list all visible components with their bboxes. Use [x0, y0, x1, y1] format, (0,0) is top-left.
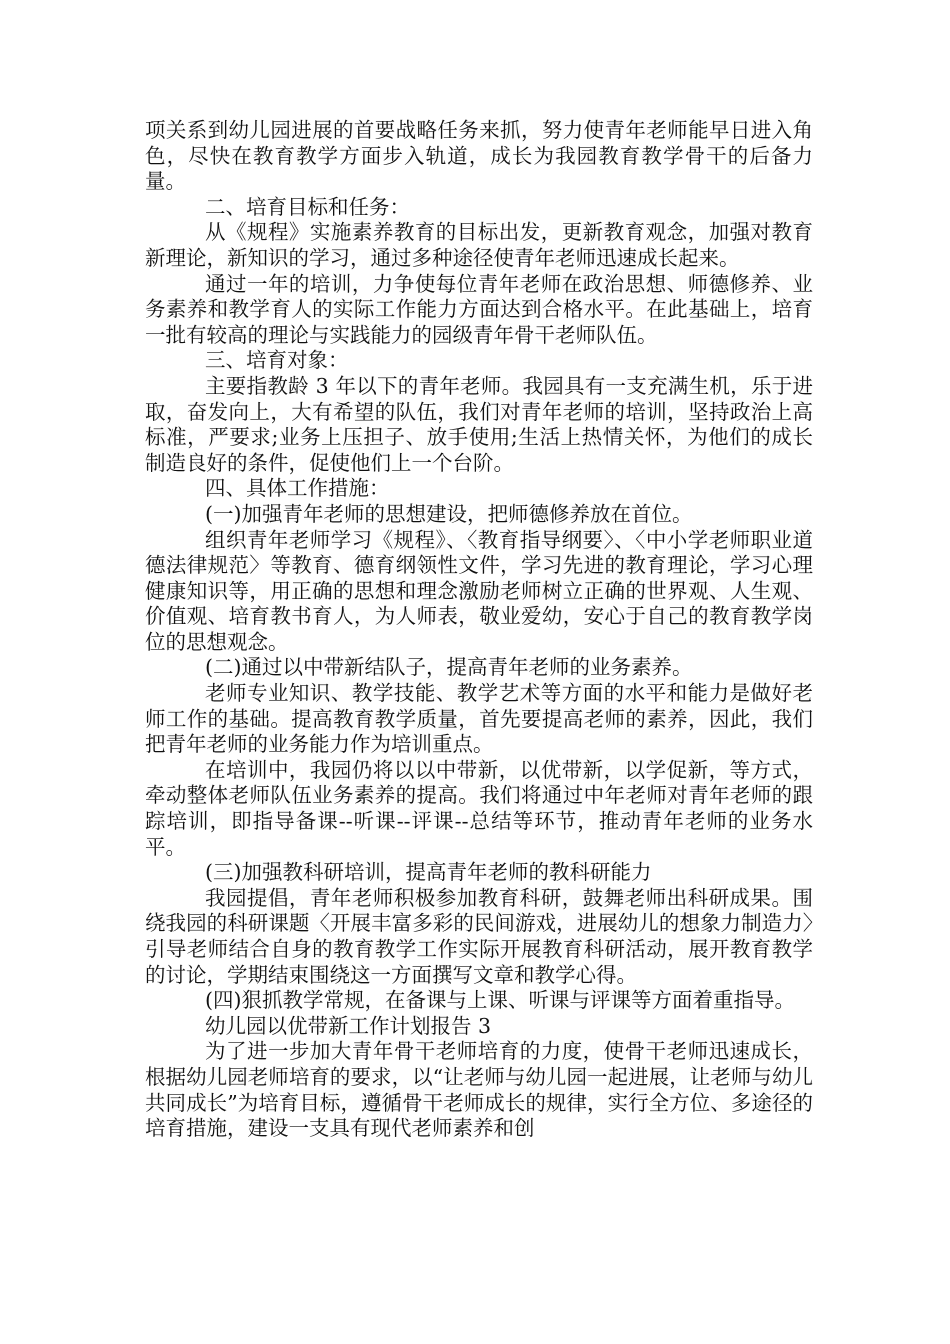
paragraph-goals-2: 通过一年的培训，力争使每位青年老师在政治思想、师德修养、业务素养和教学育人的实际工作能力方面达到合格水平。在此基础上，培育一批有较高的理论与实践能力的园级青年骨干老师队伍。: [145, 271, 813, 347]
section-heading-measures: 四、具体工作措施：: [205, 476, 390, 501]
subheading-measure-1: (一)加强青年老师的思想建设，把师德修养放在首位。: [205, 501, 693, 526]
paragraph-measure-3: 我园提倡，青年老师积极参加教育科研，鼓舞老师出科研成果。围绕我园的科研课题〈开展丰富多彩的民间游戏，进展幼儿的想象力制造力〉引导老师结合自身的教育教学工作实际开展教育科研活动，展开教育教学的讨论，学期结束围绕这一方面撰写文章和教学心得。: [145, 885, 813, 987]
section-heading-goals: 二、培育目标和任务：: [205, 194, 410, 219]
document-body: [145, 118, 813, 1142]
report-title-3: 幼儿园以优带新工作计划报告 3: [205, 1013, 492, 1038]
paragraph-intro-continued: 项关系到幼儿园进展的首要战略任务来抓，努力使青年老师能早日进入角色，尽快在教育教学方面步入轨道，成长为我园教育教学骨干的后备力量。: [145, 118, 813, 194]
subheading-measure-4: (四)狠抓教学常规，在备课与上课、听课与评课等方面着重指导。: [205, 988, 795, 1013]
paragraph-goals-1: 从《规程》实施素养教育的目标出发，更新教育观念，加强对教育新理论，新知识的学习，通过多种途径使青年老师迅速成长起来。: [145, 220, 813, 270]
paragraph-measure-2b: 在培训中，我园仍将以以中带新，以优带新，以学促新，等方式，牵动整体老师队伍业务素养的提高。我们将通过中年老师对青年老师的跟踪培训，即指导备课--听课--评课--总结等环节，推动青年老师的业务水平。: [145, 757, 813, 859]
subheading-measure-3: (三)加强教科研培训，提高青年老师的教科研能力: [205, 860, 652, 885]
section-heading-targets: 三、培育对象：: [205, 348, 349, 373]
paragraph-measure-1: 组织青年老师学习《规程》、〈教育指导纲要〉、〈中小学老师职业道德法律规范〉等教育、德育纲领性文件，学习先进的教育理论，学习心理健康知识等，用正确的思想和理念激励老师树立正确的世界观、人生观、价值观、培育教书育人，为人师表，敬业爱幼，安心于自己的教育教学岗位的思想观念。: [145, 527, 813, 654]
subheading-measure-2: (二)通过以中带新结队子，提高青年老师的业务素养。: [205, 655, 693, 680]
paragraph-targets: 主要指教龄 3 年以下的青年老师。我园具有一支充满生机，乐于进取，奋发向上，大有希望的队伍，我们对青年老师的培训，坚持政治上高标准，严要求;业务上压担子、放手使用;生活上热情关怀，为他们的成长制造良好的条件，促使他们上一个台阶。: [145, 373, 813, 475]
paragraph-measure-2a: 老师专业知识、教学技能、教学艺术等方面的水平和能力是做好老师工作的基础。提高教育教学质量，首先要提高老师的素养，因此，我们把青年老师的业务能力作为培训重点。: [145, 681, 813, 757]
paragraph-report-3-intro: 为了进一步加大青年骨干老师培育的力度，使骨干老师迅速成长，根据幼儿园老师培育的要求，以“让老师与幼儿园一起进展，让老师与幼儿共同成长”为培育目标，遵循骨干老师成长的规律，实行全方位、多途径的培育措施，建设一支具有现代老师素养和创: [145, 1039, 813, 1141]
